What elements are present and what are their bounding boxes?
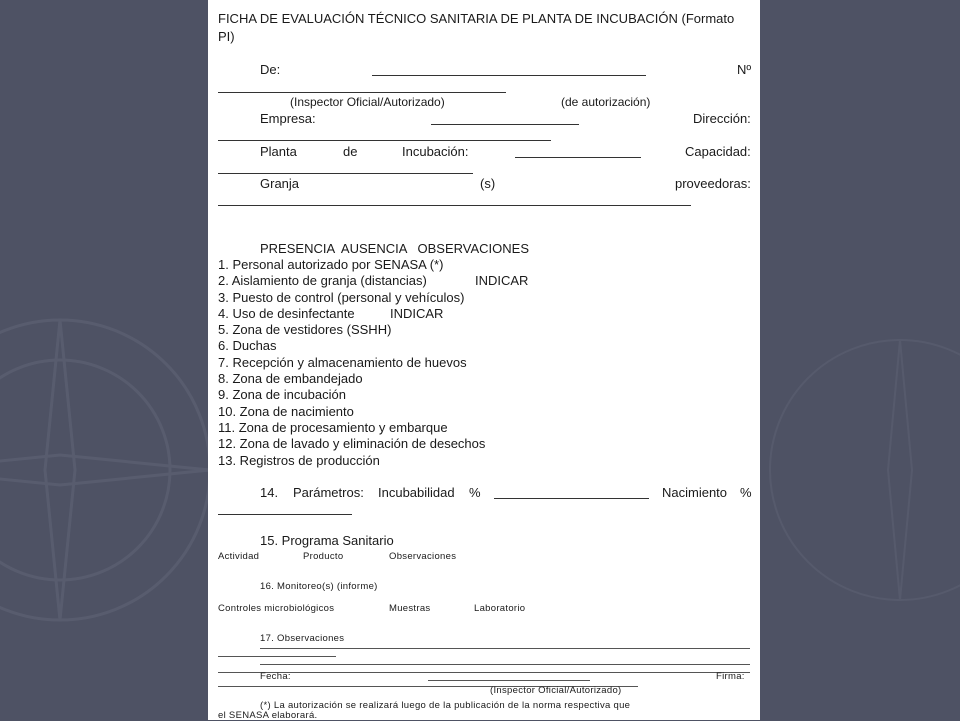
footnote: (*) La autorización se realizará luego de la publicación de la norma respectiva que: [260, 700, 631, 711]
observaciones-label: 17. Observaciones: [260, 633, 345, 644]
granja-field-line[interactable]: [218, 205, 691, 206]
list-item: 2. Aislamiento de granja (distancias): [218, 273, 427, 288]
observaciones-line[interactable]: [260, 648, 750, 649]
incubacion-word: Incubación:: [402, 144, 469, 159]
observaciones-line[interactable]: [260, 664, 750, 665]
observaciones-line[interactable]: [218, 672, 750, 673]
fecha-label: Fecha:: [260, 671, 291, 682]
form-title: FICHA DE EVALUACIÓN TÉCNICO SANITARIA DE PLANTA DE INCUBACIÓN (Formato: [218, 11, 735, 26]
param-word: Parámetros:: [293, 485, 364, 500]
programa-col-producto: Producto: [303, 551, 344, 562]
firma-label: Firma:: [716, 671, 745, 682]
empresa-field-line[interactable]: [431, 124, 579, 125]
incubabilidad-word: Incubabilidad: [378, 485, 455, 500]
capacidad-field-line[interactable]: [218, 173, 473, 174]
list-item: 1. Personal autorizado por SENASA (*): [218, 257, 444, 272]
list-item: 10. Zona de nacimiento: [218, 404, 354, 419]
nacimiento-word: Nacimiento: [662, 485, 728, 500]
list-item: 11. Zona de procesamiento y embarque: [218, 420, 448, 435]
columns-header: PRESENCIA AUSENCIA OBSERVACIONES: [260, 241, 529, 256]
inspector-caption-lower: (Inspector Oficial/Autorizado): [490, 685, 622, 696]
direccion-label: Dirección:: [693, 111, 751, 126]
planta-word: Planta: [260, 144, 297, 159]
programa-col-observaciones: Observaciones: [389, 551, 457, 562]
incubabilidad-field-line[interactable]: [494, 498, 649, 499]
empresa-label: Empresa:: [260, 111, 316, 126]
monitoreo-col-muestras: Muestras: [389, 603, 431, 614]
observaciones-line[interactable]: [218, 656, 336, 657]
planta-field-line[interactable]: [515, 157, 641, 158]
percent-sign: %: [469, 485, 481, 500]
proveedoras-word: proveedoras:: [675, 176, 751, 191]
list-item: 7. Recepción y almacenamiento de huevos: [218, 355, 467, 370]
list-item: 5. Zona de vestidores (SSHH): [218, 322, 392, 337]
percent-sign: %: [740, 485, 752, 500]
monitoreo-label: 16. Monitoreo(s) (informe): [260, 581, 378, 592]
list-item: 8. Zona de embandejado: [218, 371, 363, 386]
list-item: 13. Registros de producción: [218, 453, 380, 468]
list-item: 12. Zona de lavado y eliminación de desechos: [218, 436, 486, 451]
de-label: De:: [260, 62, 281, 77]
capacidad-label: Capacidad:: [685, 144, 751, 159]
param-number: 14.: [260, 485, 279, 500]
monitoreo-col-laboratorio: Laboratorio: [474, 603, 526, 614]
list-item: 6. Duchas: [218, 338, 277, 353]
numero-field-line[interactable]: [218, 92, 506, 93]
direccion-field-line[interactable]: [218, 140, 551, 141]
inspector-caption: (Inspector Oficial/Autorizado): [290, 95, 445, 109]
footnote-continued: el SENASA elaborará.: [218, 710, 318, 721]
s-word: (s): [480, 176, 496, 191]
list-item-note: INDICAR: [390, 306, 444, 321]
form-title-continued: PI): [218, 29, 235, 44]
autorizacion-caption: (de autorización): [561, 95, 651, 109]
nacimiento-field-line[interactable]: [218, 514, 352, 515]
programa-label: 15. Programa Sanitario: [260, 533, 394, 548]
granja-word: Granja: [260, 176, 300, 191]
monitoreo-col-controles: Controles microbiológicos: [218, 603, 335, 614]
programa-col-actividad: Actividad: [218, 551, 260, 562]
numero-label: Nº: [737, 62, 752, 77]
de-word: de: [343, 144, 358, 159]
list-item: 4. Uso de desinfectante: [218, 306, 355, 321]
de-field-line[interactable]: [372, 75, 646, 76]
fecha-field-line[interactable]: [428, 680, 590, 681]
list-item: 3. Puesto de control (personal y vehículos): [218, 290, 465, 305]
list-item-note: INDICAR: [475, 273, 529, 288]
list-item: 9. Zona de incubación: [218, 387, 346, 402]
